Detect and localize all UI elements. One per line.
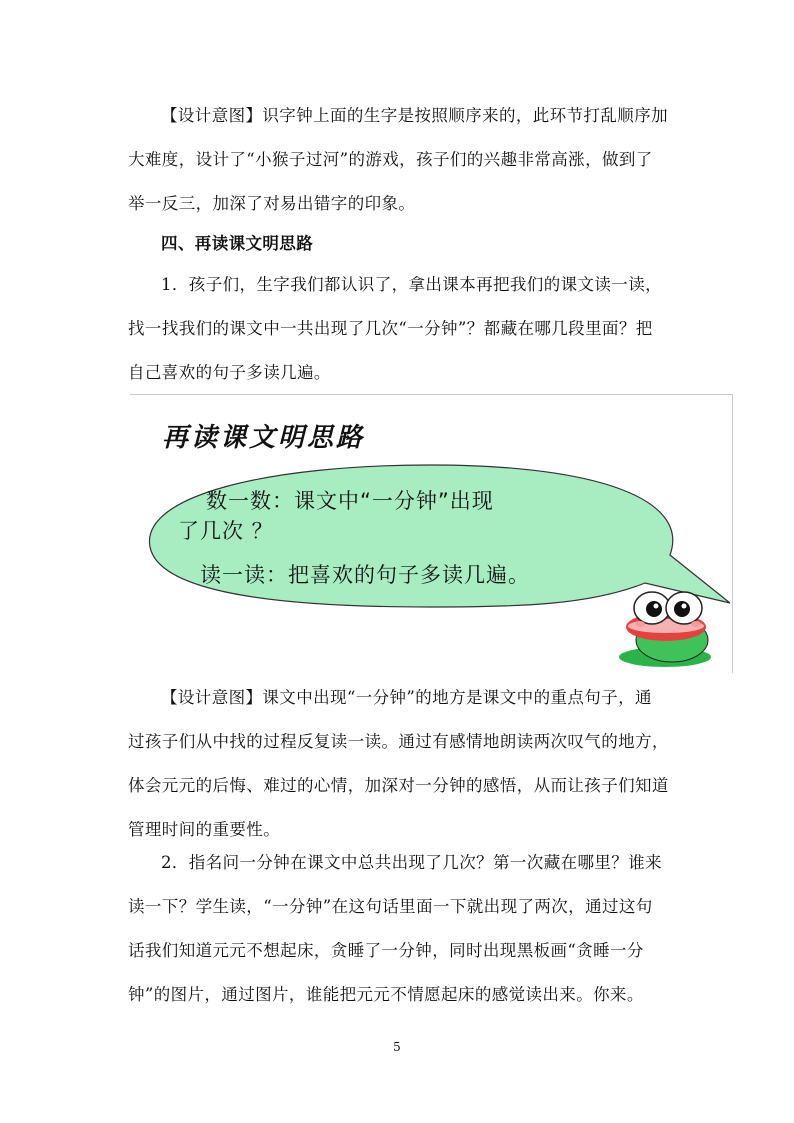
text-line: 【设计意图】课文中出现“一分钟”的地方是课文中的重点句子，通: [161, 688, 652, 707]
bubble-line-2: 了几次 ？: [178, 519, 274, 543]
step-1-paragraph: [128, 263, 708, 395]
page-number: 5: [393, 1040, 401, 1054]
slide-title: 再读课文明思路: [162, 423, 366, 453]
section-heading-text: 四、再读课文明思路: [161, 234, 314, 253]
bubble-line-1: 数一数：课文中“一分钟”出现: [206, 489, 494, 513]
text-line: 钟”的图片，通过图片，谁能把元元不情愿起床的感觉读出来。你来。: [128, 985, 644, 1004]
text-line: 找一找我们的课文中一共出现了几次“一分钟”？都藏在哪几段里面？把: [128, 319, 653, 338]
text-line: 读一下？学生读，“一分钟”在这句话里面一下就出现了两次，通过这句: [128, 897, 653, 916]
text-line: 举一反三，加深了对易出错字的印象。: [128, 194, 416, 213]
text-line: 【设计意图】识字钟上面的生字是按照顺序来的，此环节打乱顺序加: [161, 106, 668, 125]
text-line: 话我们知道元元不想起床，贪睡了一分钟，同时出现黑板画“贪睡一分: [128, 941, 644, 960]
text-line: 过孩子们从中找的过程反复读一读。通过有感情地朗读两次叹气的地方，: [128, 732, 669, 751]
text-line: 大难度，设计了“小猴子过河”的游戏，孩子们的兴趣非常高涨，做到了: [128, 150, 653, 169]
design-intent-paragraph-2: [128, 676, 708, 852]
section-heading: [128, 222, 708, 266]
slide-image: [130, 394, 733, 673]
text-line: 2．指名问一分钟在课文中总共出现了几次？第一次藏在哪里？谁来: [161, 853, 662, 872]
text-line: 1．孩子们，生字我们都认识了，拿出课本再把我们的课文读一读，: [161, 275, 662, 294]
bubble-line-3: 读一读：把喜欢的句子多读几遍。: [200, 563, 530, 587]
text-line: 自己喜欢的句子多读几遍。: [128, 363, 331, 382]
frog-icon: [619, 592, 711, 667]
design-intent-paragraph-1: [128, 94, 708, 226]
text-line: 管理时间的重要性。: [128, 820, 281, 839]
text-line: 体会元元的后悔、难过的心情，加深对一分钟的感悟，从而让孩子们知道: [128, 776, 669, 795]
step-2-paragraph: [128, 841, 708, 1017]
